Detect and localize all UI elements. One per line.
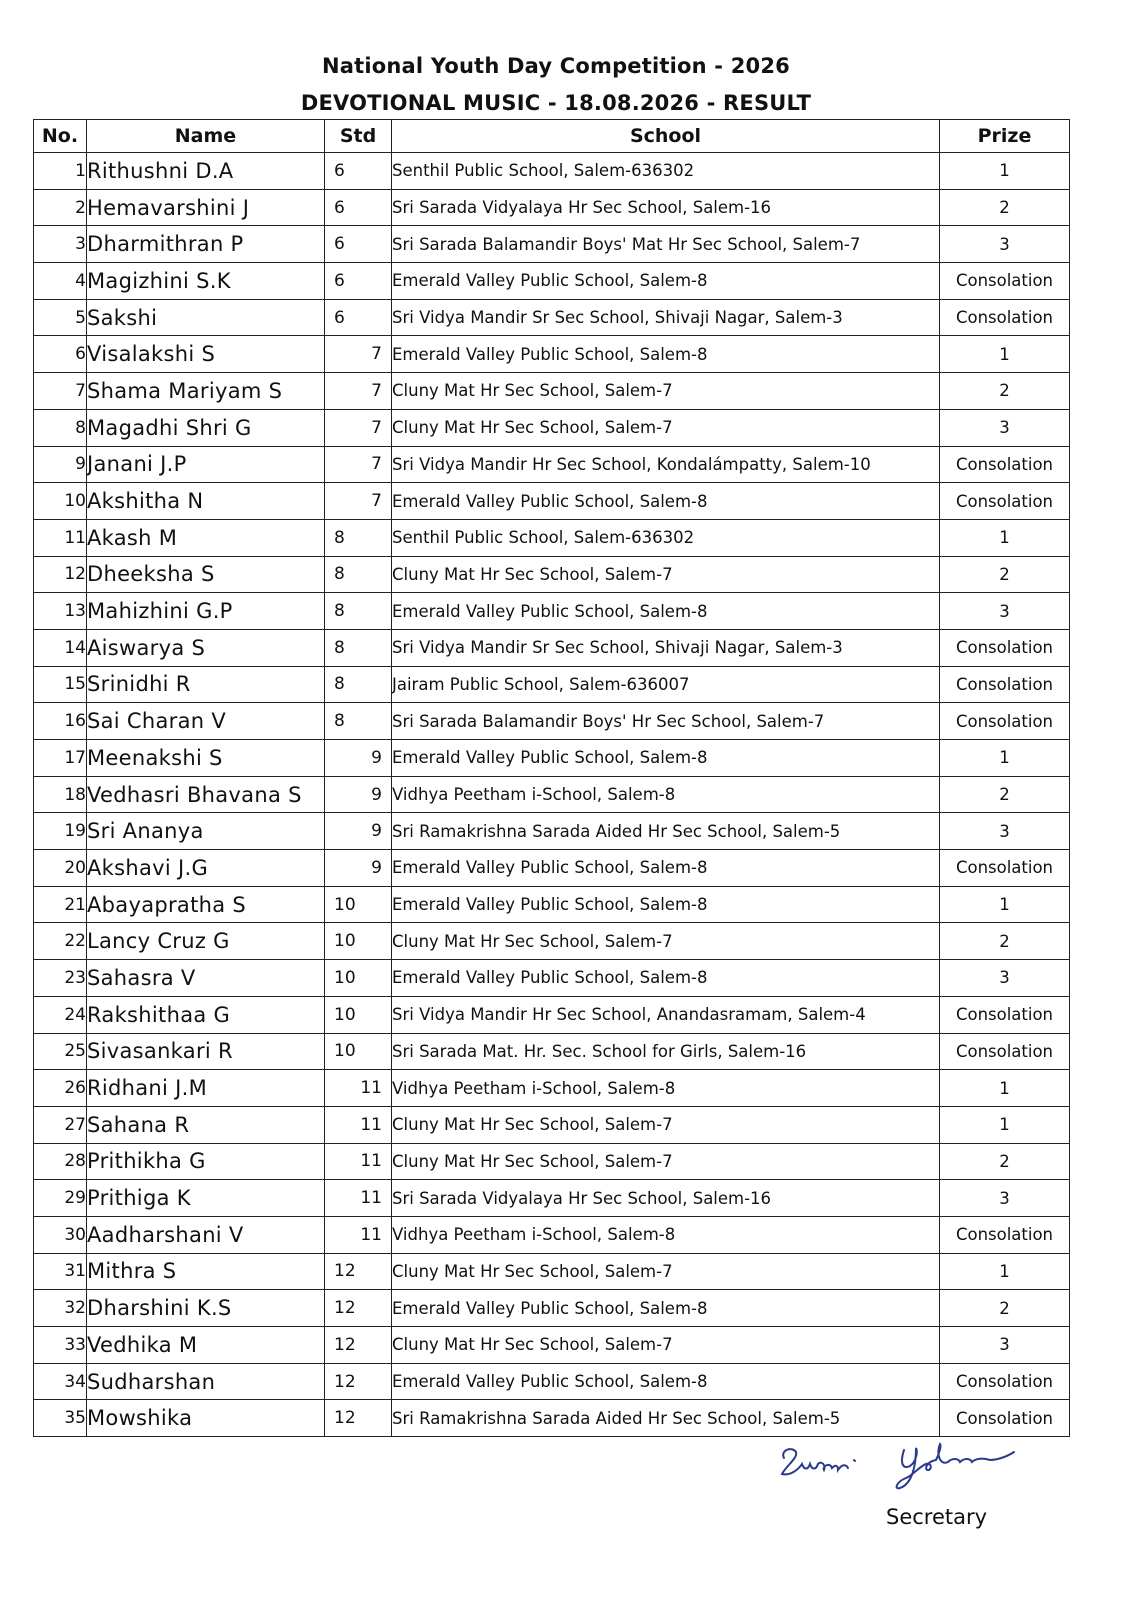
cell-std: 6 (325, 189, 392, 226)
cell-name: Sivasankari R (87, 1033, 325, 1070)
table-row (34, 1290, 1070, 1327)
table-row (34, 519, 1070, 556)
cell-school: Cluny Mat Hr Sec School, Salem-7 (392, 1143, 940, 1180)
table-row (34, 1400, 1070, 1437)
cell-no: 34 (34, 1363, 87, 1400)
cell-school: Cluny Mat Hr Sec School, Salem-7 (392, 1327, 940, 1364)
cell-school: Cluny Mat Hr Sec School, Salem-7 (392, 1253, 940, 1290)
cell-std: 12 (325, 1253, 392, 1290)
cell-school: Emerald Valley Public School, Salem-8 (392, 1290, 940, 1327)
cell-school: Sri Vidya Mandir Sr Sec School, Shivaji Nagar, Salem-3 (392, 629, 940, 666)
cell-school: Emerald Valley Public School, Salem-8 (392, 740, 940, 777)
column-header-prize: Prize (940, 120, 1070, 153)
cell-name: Sahana R (87, 1106, 325, 1143)
cell-prize: 1 (940, 336, 1070, 373)
cell-school: Emerald Valley Public School, Salem-8 (392, 263, 940, 300)
cell-no: 31 (34, 1253, 87, 1290)
cell-prize: 2 (940, 556, 1070, 593)
table-row (34, 813, 1070, 850)
cell-std: 12 (325, 1290, 392, 1327)
table-row (34, 226, 1070, 263)
cell-prize: Consolation (940, 1400, 1070, 1437)
cell-school: Cluny Mat Hr Sec School, Salem-7 (392, 409, 940, 446)
table-row (34, 1253, 1070, 1290)
cell-std: 11 (325, 1106, 392, 1143)
cell-school: Cluny Mat Hr Sec School, Salem-7 (392, 923, 940, 960)
cell-std: 6 (325, 263, 392, 300)
cell-no: 29 (34, 1180, 87, 1217)
cell-std: 11 (325, 1143, 392, 1180)
cell-school: Sri Sarada Mat. Hr. Sec. School for Girls, Salem-16 (392, 1033, 940, 1070)
cell-school: Sri Ramakrishna Sarada Aided Hr Sec School, Salem-5 (392, 1400, 940, 1437)
cell-std: 7 (325, 446, 392, 483)
cell-prize: 1 (940, 519, 1070, 556)
cell-name: Prithikha G (87, 1143, 325, 1180)
cell-name: Sakshi (87, 299, 325, 336)
table-header-row (34, 120, 1070, 153)
cell-school: Vidhya Peetham i-School, Salem-8 (392, 1070, 940, 1107)
cell-no: 17 (34, 740, 87, 777)
cell-prize: Consolation (940, 299, 1070, 336)
table-row (34, 483, 1070, 520)
cell-std: 11 (325, 1216, 392, 1253)
cell-name: Aiswarya S (87, 629, 325, 666)
cell-school: Vidhya Peetham i-School, Salem-8 (392, 1216, 940, 1253)
cell-school: Cluny Mat Hr Sec School, Salem-7 (392, 1106, 940, 1143)
cell-name: Rithushni D.A (87, 153, 325, 190)
cell-prize: Consolation (940, 483, 1070, 520)
table-row (34, 593, 1070, 630)
cell-prize: Consolation (940, 1033, 1070, 1070)
cell-no: 27 (34, 1106, 87, 1143)
cell-school: Sri Ramakrishna Sarada Aided Hr Sec School, Salem-5 (392, 813, 940, 850)
table-row (34, 409, 1070, 446)
cell-prize: Consolation (940, 1216, 1070, 1253)
cell-prize: 3 (940, 960, 1070, 997)
table-row (34, 923, 1070, 960)
cell-prize: 2 (940, 189, 1070, 226)
cell-std: 10 (325, 960, 392, 997)
cell-school: Emerald Valley Public School, Salem-8 (392, 960, 940, 997)
cell-std: 10 (325, 923, 392, 960)
table-row (34, 373, 1070, 410)
table-row (34, 740, 1070, 777)
document-subtitle: DEVOTIONAL MUSIC - 18.08.2026 - RESULT (300, 91, 812, 115)
cell-school: Cluny Mat Hr Sec School, Salem-7 (392, 373, 940, 410)
cell-school: Sri Sarada Vidyalaya Hr Sec School, Salem-16 (392, 1180, 940, 1217)
cell-name: Akshavi J.G (87, 850, 325, 887)
cell-prize: 1 (940, 740, 1070, 777)
cell-name: Vedhasri Bhavana S (87, 776, 325, 813)
table-row (34, 263, 1070, 300)
cell-std: 9 (325, 813, 392, 850)
table-row (34, 996, 1070, 1033)
cell-prize: 3 (940, 409, 1070, 446)
table-row (34, 703, 1070, 740)
cell-school: Vidhya Peetham i-School, Salem-8 (392, 776, 940, 813)
cell-prize: 1 (940, 1070, 1070, 1107)
cell-name: Abayapratha S (87, 886, 325, 923)
cell-std: 9 (325, 776, 392, 813)
cell-no: 4 (34, 263, 87, 300)
cell-prize: 2 (940, 1143, 1070, 1180)
cell-prize: Consolation (940, 629, 1070, 666)
table-row (34, 776, 1070, 813)
signatory-role: Secretary (886, 1505, 988, 1529)
cell-no: 7 (34, 373, 87, 410)
cell-std: 11 (325, 1070, 392, 1107)
cell-prize: 2 (940, 1290, 1070, 1327)
document-title: National Youth Day Competition - 2026 (322, 54, 790, 78)
cell-name: Akash M (87, 519, 325, 556)
table-row (34, 1180, 1070, 1217)
cell-no: 6 (34, 336, 87, 373)
cell-school: Senthil Public School, Salem-636302 (392, 153, 940, 190)
cell-name: Dharshini K.S (87, 1290, 325, 1327)
cell-name: Sudharshan (87, 1363, 325, 1400)
cell-prize: 3 (940, 226, 1070, 263)
cell-std: 8 (325, 703, 392, 740)
cell-prize: 2 (940, 923, 1070, 960)
cell-std: 6 (325, 299, 392, 336)
cell-name: Sahasra V (87, 960, 325, 997)
cell-school: Sri Sarada Balamandir Boys' Mat Hr Sec School, Salem-7 (392, 226, 940, 263)
table-row (34, 850, 1070, 887)
cell-no: 33 (34, 1327, 87, 1364)
cell-std: 8 (325, 556, 392, 593)
cell-no: 3 (34, 226, 87, 263)
cell-std: 8 (325, 666, 392, 703)
cell-std: 12 (325, 1363, 392, 1400)
cell-std: 9 (325, 850, 392, 887)
cell-prize: 1 (940, 886, 1070, 923)
cell-prize: Consolation (940, 703, 1070, 740)
cell-no: 23 (34, 960, 87, 997)
table-row (34, 336, 1070, 373)
cell-no: 25 (34, 1033, 87, 1070)
cell-no: 18 (34, 776, 87, 813)
table-row (34, 1070, 1070, 1107)
cell-no: 13 (34, 593, 87, 630)
cell-name: Dheeksha S (87, 556, 325, 593)
cell-std: 9 (325, 740, 392, 777)
cell-name: Shama Mariyam S (87, 373, 325, 410)
cell-name: Hemavarshini J (87, 189, 325, 226)
cell-school: Cluny Mat Hr Sec School, Salem-7 (392, 556, 940, 593)
cell-prize: Consolation (940, 850, 1070, 887)
cell-name: Visalakshi S (87, 336, 325, 373)
cell-no: 10 (34, 483, 87, 520)
cell-name: Mowshika (87, 1400, 325, 1437)
cell-school: Jairam Public School, Salem-636007 (392, 666, 940, 703)
cell-name: Akshitha N (87, 483, 325, 520)
cell-name: Dharmithran P (87, 226, 325, 263)
cell-school: Senthil Public School, Salem-636302 (392, 519, 940, 556)
cell-no: 35 (34, 1400, 87, 1437)
cell-name: Vedhika M (87, 1327, 325, 1364)
cell-prize: 2 (940, 776, 1070, 813)
cell-prize: 1 (940, 1106, 1070, 1143)
cell-no: 26 (34, 1070, 87, 1107)
cell-prize: 1 (940, 153, 1070, 190)
cell-school: Sri Vidya Mandir Hr Sec School, Kondalámpatty, Salem-10 (392, 446, 940, 483)
cell-std: 7 (325, 409, 392, 446)
results-table (33, 119, 1070, 1437)
cell-school: Emerald Valley Public School, Salem-8 (392, 483, 940, 520)
cell-school: Emerald Valley Public School, Salem-8 (392, 1363, 940, 1400)
cell-no: 30 (34, 1216, 87, 1253)
cell-prize: Consolation (940, 1363, 1070, 1400)
cell-name: Aadharshani V (87, 1216, 325, 1253)
cell-no: 5 (34, 299, 87, 336)
cell-name: Lancy Cruz G (87, 923, 325, 960)
cell-no: 32 (34, 1290, 87, 1327)
cell-name: Sai Charan V (87, 703, 325, 740)
table-row (34, 1363, 1070, 1400)
cell-name: Sri Ananya (87, 813, 325, 850)
cell-no: 14 (34, 629, 87, 666)
cell-std: 11 (325, 1180, 392, 1217)
cell-prize: 3 (940, 593, 1070, 630)
cell-school: Sri Vidya Mandir Hr Sec School, Anandasramam, Salem-4 (392, 996, 940, 1033)
cell-no: 15 (34, 666, 87, 703)
column-header-name: Name (87, 120, 325, 153)
cell-name: Srinidhi R (87, 666, 325, 703)
table-row (34, 666, 1070, 703)
cell-name: Prithiga K (87, 1180, 325, 1217)
results-table-body (34, 153, 1070, 1437)
cell-no: 2 (34, 189, 87, 226)
cell-prize: 2 (940, 373, 1070, 410)
cell-no: 1 (34, 153, 87, 190)
cell-prize: 1 (940, 1253, 1070, 1290)
table-row (34, 189, 1070, 226)
cell-school: Sri Vidya Mandir Sr Sec School, Shivaji Nagar, Salem-3 (392, 299, 940, 336)
cell-no: 20 (34, 850, 87, 887)
cell-prize: Consolation (940, 446, 1070, 483)
cell-name: Rakshithaa G (87, 996, 325, 1033)
cell-no: 19 (34, 813, 87, 850)
cell-std: 6 (325, 226, 392, 263)
cell-name: Magizhini S.K (87, 263, 325, 300)
cell-no: 12 (34, 556, 87, 593)
cell-std: 6 (325, 153, 392, 190)
table-row (34, 1143, 1070, 1180)
cell-no: 9 (34, 446, 87, 483)
table-row (34, 1106, 1070, 1143)
table-row (34, 886, 1070, 923)
table-row (34, 960, 1070, 997)
cell-no: 21 (34, 886, 87, 923)
cell-name: Janani J.P (87, 446, 325, 483)
cell-name: Mahizhini G.P (87, 593, 325, 630)
table-row (34, 629, 1070, 666)
cell-std: 8 (325, 519, 392, 556)
cell-prize: 3 (940, 813, 1070, 850)
cell-prize: Consolation (940, 263, 1070, 300)
cell-std: 7 (325, 373, 392, 410)
cell-no: 22 (34, 923, 87, 960)
cell-school: Emerald Valley Public School, Salem-8 (392, 886, 940, 923)
cell-school: Emerald Valley Public School, Salem-8 (392, 850, 940, 887)
cell-no: 24 (34, 996, 87, 1033)
cell-school: Sri Sarada Vidyalaya Hr Sec School, Salem-16 (392, 189, 940, 226)
cell-no: 28 (34, 1143, 87, 1180)
cell-no: 16 (34, 703, 87, 740)
column-header-no: No. (34, 120, 87, 153)
secretary-signature (776, 1436, 1026, 1496)
cell-std: 10 (325, 886, 392, 923)
table-row (34, 446, 1070, 483)
cell-prize: 3 (940, 1327, 1070, 1364)
cell-std: 12 (325, 1327, 392, 1364)
cell-prize: Consolation (940, 666, 1070, 703)
cell-school: Sri Sarada Balamandir Boys' Hr Sec School, Salem-7 (392, 703, 940, 740)
cell-name: Magadhi Shri G (87, 409, 325, 446)
cell-std: 7 (325, 483, 392, 520)
table-row (34, 153, 1070, 190)
table-row (34, 299, 1070, 336)
cell-std: 8 (325, 593, 392, 630)
column-header-std: Std (325, 120, 392, 153)
cell-std: 7 (325, 336, 392, 373)
cell-std: 8 (325, 629, 392, 666)
cell-no: 11 (34, 519, 87, 556)
cell-prize: 3 (940, 1180, 1070, 1217)
cell-prize: Consolation (940, 996, 1070, 1033)
cell-name: Meenakshi S (87, 740, 325, 777)
cell-std: 10 (325, 1033, 392, 1070)
cell-school: Emerald Valley Public School, Salem-8 (392, 593, 940, 630)
table-row (34, 556, 1070, 593)
table-row (34, 1216, 1070, 1253)
column-header-school: School (392, 120, 940, 153)
cell-name: Ridhani J.M (87, 1070, 325, 1107)
cell-no: 8 (34, 409, 87, 446)
table-row (34, 1033, 1070, 1070)
cell-std: 12 (325, 1400, 392, 1437)
table-row (34, 1327, 1070, 1364)
cell-std: 10 (325, 996, 392, 1033)
cell-name: Mithra S (87, 1253, 325, 1290)
cell-school: Emerald Valley Public School, Salem-8 (392, 336, 940, 373)
